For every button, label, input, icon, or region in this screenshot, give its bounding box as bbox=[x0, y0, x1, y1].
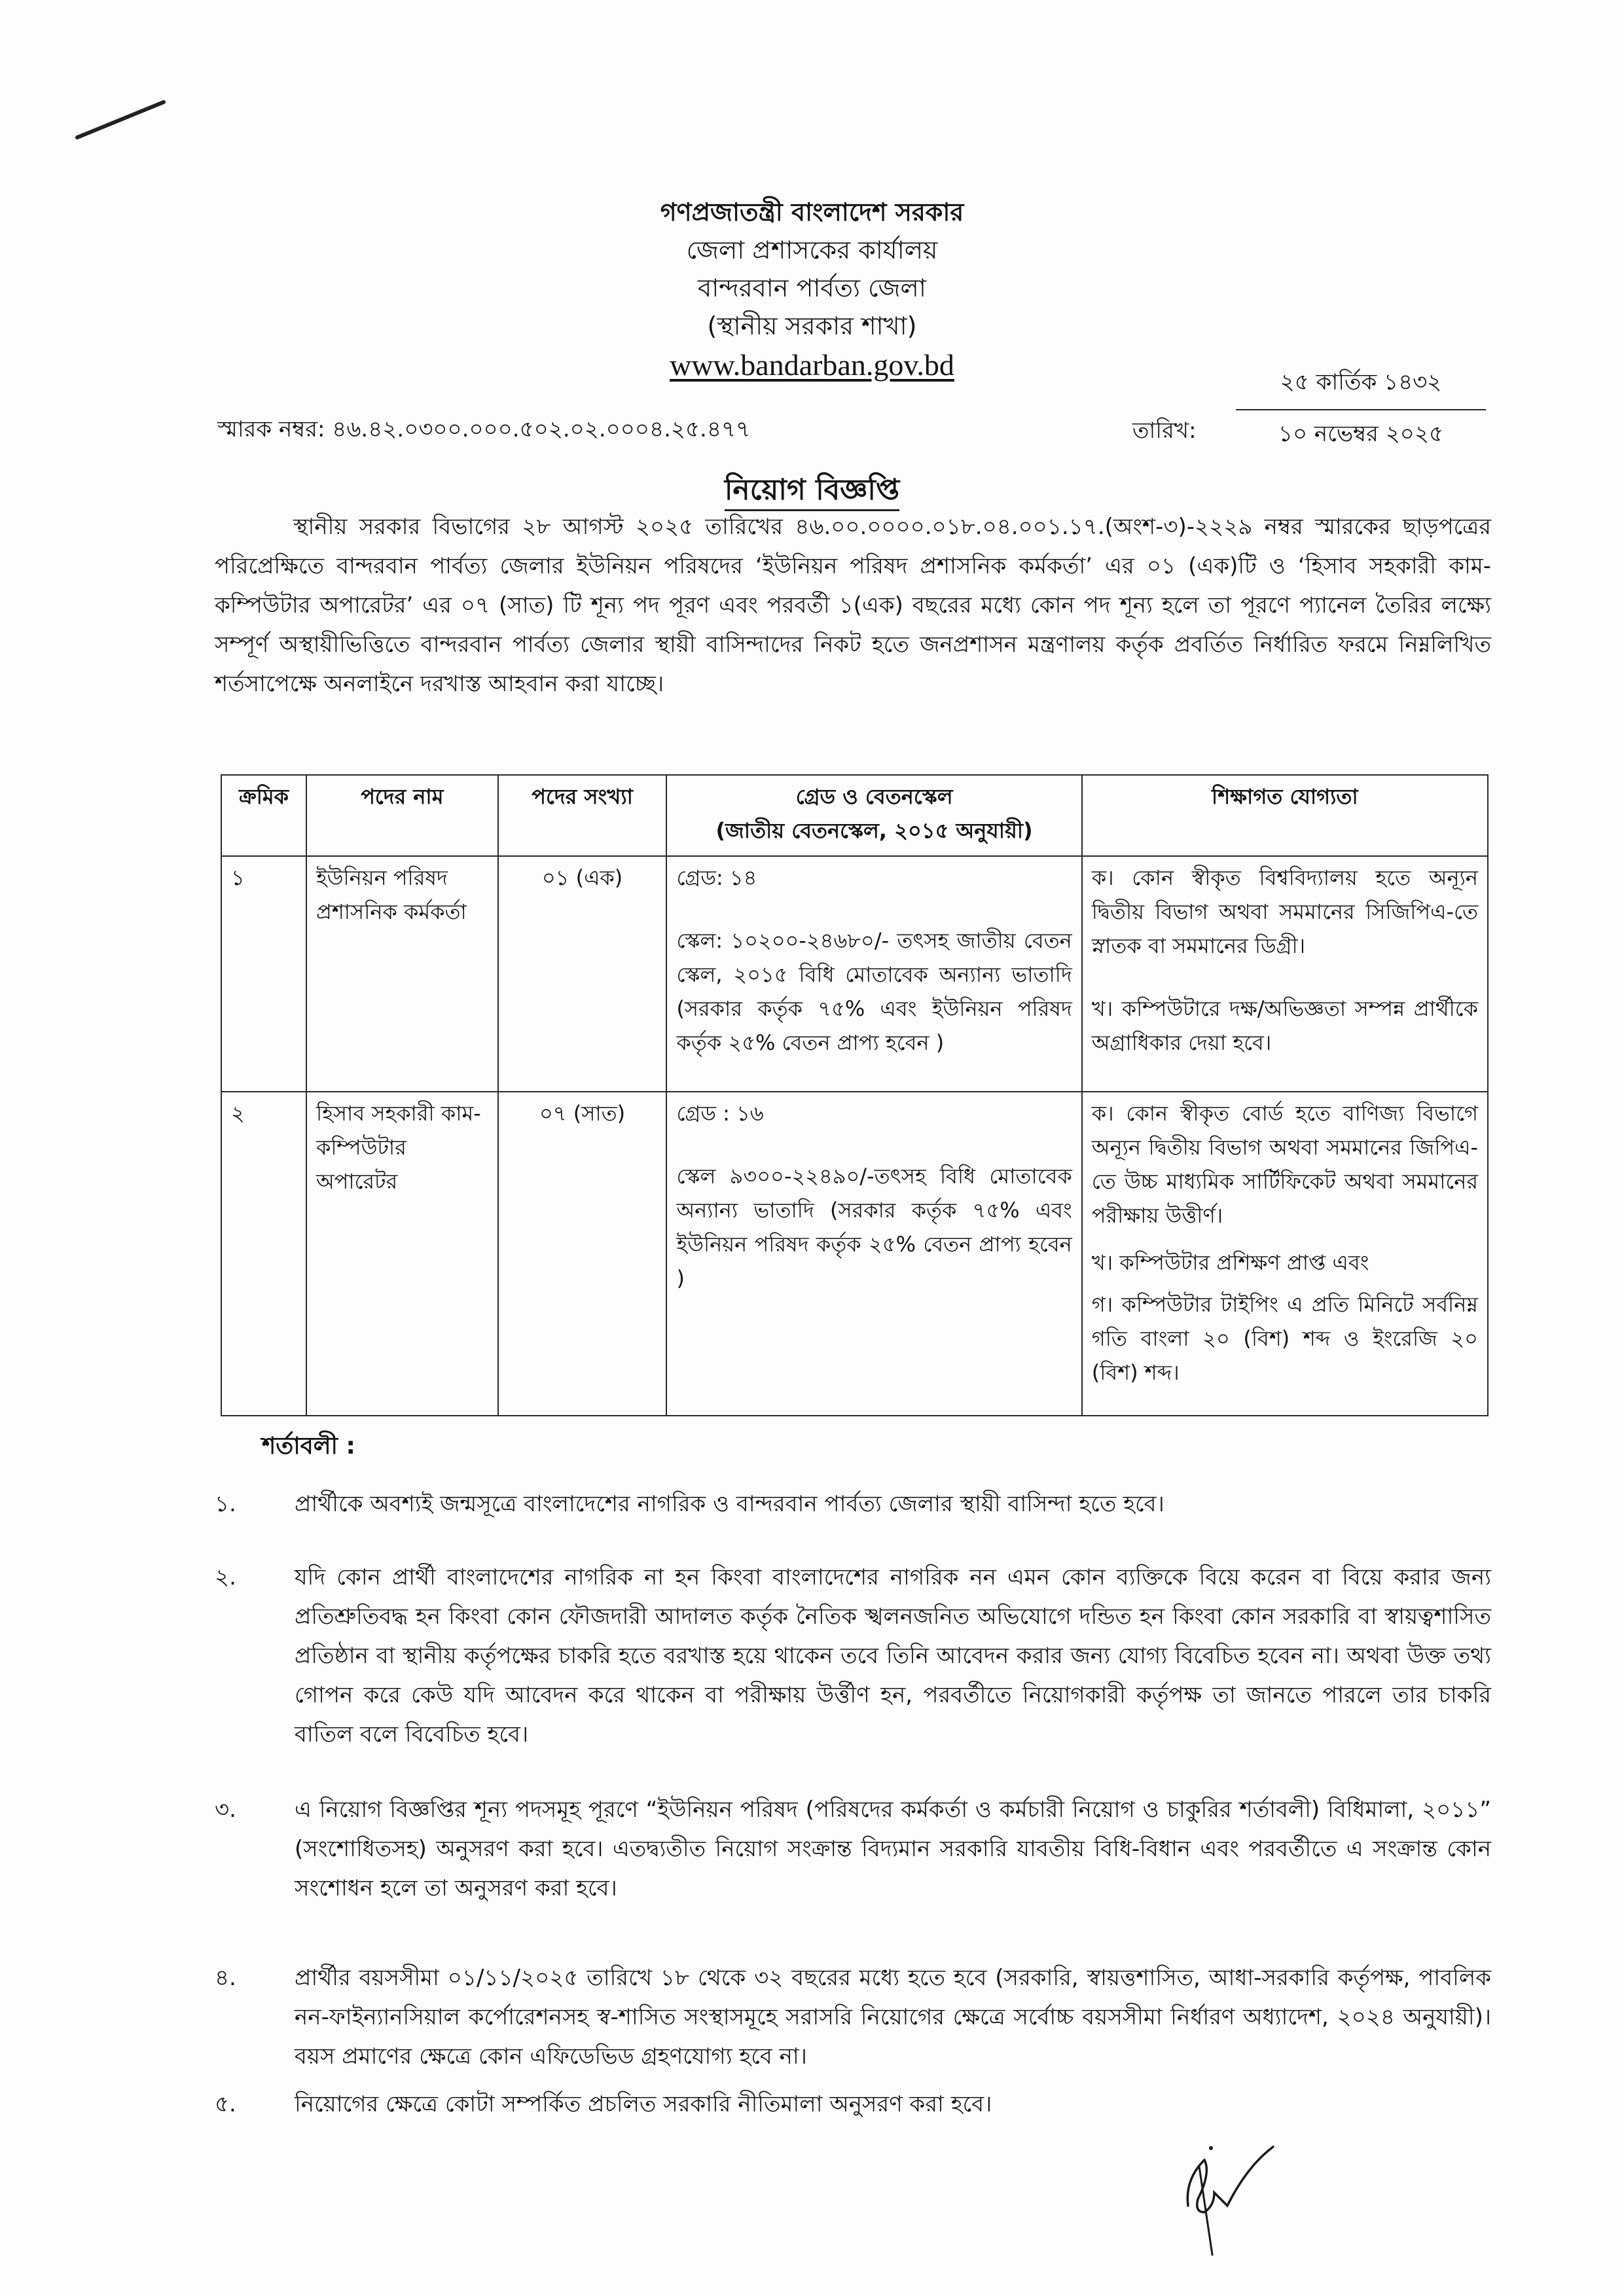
cell-serial: ২ bbox=[221, 1092, 306, 1416]
table-header-row bbox=[221, 775, 1488, 856]
header-qualification: শিক্ষাগত যোগ্যতা bbox=[1082, 775, 1488, 856]
conditions-heading: শর্তাবলী : bbox=[262, 1433, 355, 1460]
government-name: গণপ্রজাতন্ত্রী বাংলাদেশ সরকার bbox=[660, 198, 964, 226]
grade-value: গ্রেড: ১৪ bbox=[676, 865, 757, 890]
condition-number: ৪. bbox=[215, 1965, 236, 1991]
cell-grade-scale bbox=[666, 1092, 1081, 1416]
date-gregorian: ১০ নভেম্বর ২০২৫ bbox=[1278, 421, 1444, 447]
memo-value: ৪৬.৪২.০৩০০.০০০.৫০২.০২.০০০৪.২৫.৪৭৭ bbox=[332, 416, 751, 442]
cell-qualification bbox=[1082, 856, 1488, 1092]
letterhead bbox=[0, 193, 1624, 386]
header-post-name: পদের নাম bbox=[306, 775, 498, 856]
qualification-item: গ। কম্পিউটার টাইপিং এ প্রতি মিনিটে সর্বনিম্ন গতি বাংলা ২০ (বিশ) শব্দ ও ইংরেজি ২০ (বিশ) শব্দ। bbox=[1091, 1292, 1478, 1385]
memo-label: স্মারক নম্বর: bbox=[217, 416, 325, 442]
qualification-item: ক। কোন স্বীকৃত বোর্ড হতে বাণিজ্য বিভাগে অন্যূন দ্বিতীয় বিভাগ অথবা সমমানের জিপিএ-তে উচ্চ মাধ্যমিক সার্টিফিকেট অথবা সমমানের পরীক্ষায় উত্তীর্ণ। bbox=[1091, 1101, 1478, 1228]
qualification-item: খ। কম্পিউটার প্রশিক্ষণ প্রাপ্ত এবং bbox=[1091, 1250, 1369, 1275]
condition-text: এ নিয়োগ বিজ্ঞপ্তির শূন্য পদসমূহ পূরণে “ইউনিয়ন পরিষদ (পরিষদের কর্মকর্তা ও কর্মচারী নিয়োগ ও চাকুরির শর্তাবলী) বিধিমালা, ২০১১” (সংশোধিতসহ) অনুসরণ করা হবে। এতদ্ব্যতীত নিয়োগ সংক্রান্ত বিদ্যমান সরকারি যাবতীয় বিধি-বিধান এবং পরবর্তীতে এ সংক্রান্ত কোন সংশোধন হলে তা অনুসরণ করা হবে। bbox=[295, 1797, 1491, 1901]
district-name: বান্দরবান পার্বত্য জেলা bbox=[698, 274, 926, 302]
branch-name: (স্থানীয় সরকার শাখা) bbox=[707, 312, 917, 340]
qualification-item: খ। কম্পিউটারে দক্ষ/অভিজ্ঞতা সম্পন্ন প্রার্থীকে অগ্রাধিকার দেয়া হবে। bbox=[1091, 996, 1478, 1055]
header-post-count: পদের সংখ্যা bbox=[498, 775, 667, 856]
condition-item bbox=[215, 1790, 1491, 1908]
pen-stroke-mark bbox=[72, 97, 170, 143]
intro-paragraph: স্থানীয় সরকার বিভাগের ২৮ আগস্ট ২০২৫ তারিখের ৪৬.০০.০০০০.০১৮.০৪.০০১.১৭.(অংশ-৩)-২২২৯ নম্বর স্মারকের ছাড়পত্রের পরিপ্রেক্ষিতে বান্দরবান পার্বত্য জেলার ইউনিয়ন পরিষদের ‘ইউনিয়ন পরিষদ প্রশাসনিক কর্মকর্তা’ এর ০১ (এক)টি ও ‘হিসাব সহকারী কাম-কম্পিউটার অপারেটর’ এর ০৭ (সাত) টি শূন্য পদ পূরণ এবং পরবর্তী ১(এক) বছরের মধ্যে কোন পদ শূন্য হলে তা পূরণে প্যানেল তৈরির লক্ষ্যে সম্পূর্ণ অস্থায়ীভিত্তিতে বান্দরবান পার্বত্য জেলার স্থায়ী বাসিন্দাদের নিকট হতে জনপ্রশাসন মন্ত্রণালয় কর্তৃক প্রবর্তিত নির্ধারিত ফরমে নিম্নলিখিত শর্তসাপেক্ষে অনলাইনে দরখাস্ত আহবান করা যাচ্ছে। bbox=[215, 514, 1491, 697]
cell-serial: ১ bbox=[221, 856, 306, 1092]
grade-value: গ্রেড : ১৬ bbox=[676, 1101, 764, 1126]
signature-icon bbox=[1159, 2140, 1316, 2265]
cell-qualification bbox=[1082, 1092, 1488, 1416]
condition-item bbox=[215, 1484, 1491, 1524]
cell-post-name: ইউনিয়ন পরিষদ প্রশাসনিক কর্মকর্তা bbox=[306, 856, 498, 1092]
cell-post-name: হিসাব সহকারী কাম-কম্পিউটার অপারেটর bbox=[306, 1092, 498, 1416]
condition-text: নিয়োগের ক্ষেত্রে কোটা সম্পর্কিত প্রচলিত সরকারি নীতিমালা অনুসরণ করা হবে। bbox=[295, 2091, 992, 2117]
condition-item bbox=[215, 1558, 1491, 1754]
condition-text: প্রার্থীকে অবশ্যই জন্মসূত্রে বাংলাদেশের নাগরিক ও বান্দরবান পার্বত্য জেলার স্থায়ী বাসিন্দা হতে হবে। bbox=[295, 1491, 1164, 1517]
condition-number: ৩. bbox=[215, 1797, 236, 1823]
date-label: তারিখ: bbox=[1132, 418, 1197, 444]
table-row bbox=[221, 856, 1488, 1092]
condition-text: প্রার্থীর বয়সসীমা ০১/১১/২০২৫ তারিখে ১৮ থেকে ৩২ বছরের মধ্যে হতে হবে (সরকারি, স্বায়ত্তশাসিত, আধা-সরকারি কর্তৃপক্ষ, পাবলিক নন-ফাইন্যানসিয়াল কর্পোরেশনসহ স্ব-শাসিত সংস্থাসমূহে সরাসরি নিয়োগের ক্ষেত্রে সর্বোচ্চ বয়সসীমা নির্ধারণ অধ্যাদেশ, ২০২৪ অনুযায়ী)। বয়স প্রমাণের ক্ষেত্রে কোন এফিডেভিড গ্রহণযোগ্য হবে না। bbox=[295, 1965, 1491, 2070]
condition-number: ২. bbox=[215, 1564, 236, 1590]
header-grade-scale: গ্রেড ও বেতনস্কেল (জাতীয় বেতনস্কেল, ২০১৫ অনুযায়ী) bbox=[666, 775, 1081, 856]
condition-item bbox=[215, 1958, 1491, 2076]
date-bangla: ২৫ কার্তিক ১৪৩২ bbox=[1236, 365, 1486, 410]
notice-title: নিয়োগ বিজ্ঞপ্তি bbox=[0, 468, 1624, 516]
date-block bbox=[1236, 365, 1486, 454]
qualification-item: ক। কোন স্বীকৃত বিশ্ববিদ্যালয় হতে অন্যূন দ্বিতীয় বিভাগ অথবা সমমানের সিজিপিএ-তে স্নাতক বা সমমানের ডিগ্রী। bbox=[1091, 865, 1478, 958]
header-serial: ক্রমিক bbox=[221, 775, 306, 856]
condition-text: যদি কোন প্রার্থী বাংলাদেশের নাগরিক না হন কিংবা বাংলাদেশের নাগরিক নন এমন কোন ব্যক্তিকে বিয়ে করেন বা বিয়ে করার জন্য প্রতিশ্রুতিবদ্ধ হন কিংবা কোন ফৌজদারী আদালত কর্তৃক নৈতিক স্খলনজনিত অভিযোগে দন্ডিত হন কিংবা কোন সরকারি বা স্বায়ত্বশাসিত প্রতিষ্ঠান বা স্থানীয় কর্তৃপক্ষের চাকরি হতে বরখাস্ত হয়ে থাকেন তবে তিনি আবেদন করার জন্য যোগ্য বিবেচিত হবেন না। অথবা উক্ত তথ্য গোপন করে কেউ যদি আবেদন করে থাকেন বা পরীক্ষায় উর্ত্তীণ হন, পরবর্তীতে নিয়োগকারী কর্তৃপক্ষ তা জানতে পারলে তার চাকরি বাতিল বলে বিবেচিত হবে। bbox=[295, 1564, 1491, 1748]
scale-value: স্কেল ৯৩০০-২২৪৯০/-তৎসহ বিধি মোতাবেক অন্যান্য ভাতাদি (সরকার কর্তৃক ৭৫% এবং ইউনিয়ন পরিষদ কর্তৃক ২৫% বেতন প্রাপ্য হবেন ) bbox=[676, 1164, 1072, 1291]
vacancy-table bbox=[221, 774, 1489, 1416]
cell-grade-scale bbox=[666, 856, 1081, 1092]
table-row bbox=[221, 1092, 1488, 1416]
cell-post-count: ০৭ (সাত) bbox=[498, 1092, 667, 1416]
cell-post-count: ০১ (এক) bbox=[498, 856, 667, 1092]
condition-number: ৫. bbox=[215, 2091, 236, 2117]
office-name: জেলা প্রশাসকের কার্যালয় bbox=[686, 236, 938, 264]
scale-value: স্কেল: ১০২০০-২৪৬৮০/- তৎসহ জাতীয় বেতন স্কেল, ২০১৫ বিধি মোতাবেক অন্যান্য ভাতাদি (সরকার কর্তৃক ৭৫% এবং ইউনিয়ন পরিষদ কর্তৃক ২৫% বেতন প্রাপ্য হবেন ) bbox=[676, 928, 1072, 1055]
condition-number: ১. bbox=[215, 1491, 236, 1517]
memo-number bbox=[217, 412, 750, 450]
condition-item bbox=[215, 2085, 1491, 2124]
website-link[interactable]: www.bandarban.gov.bd bbox=[670, 348, 954, 382]
